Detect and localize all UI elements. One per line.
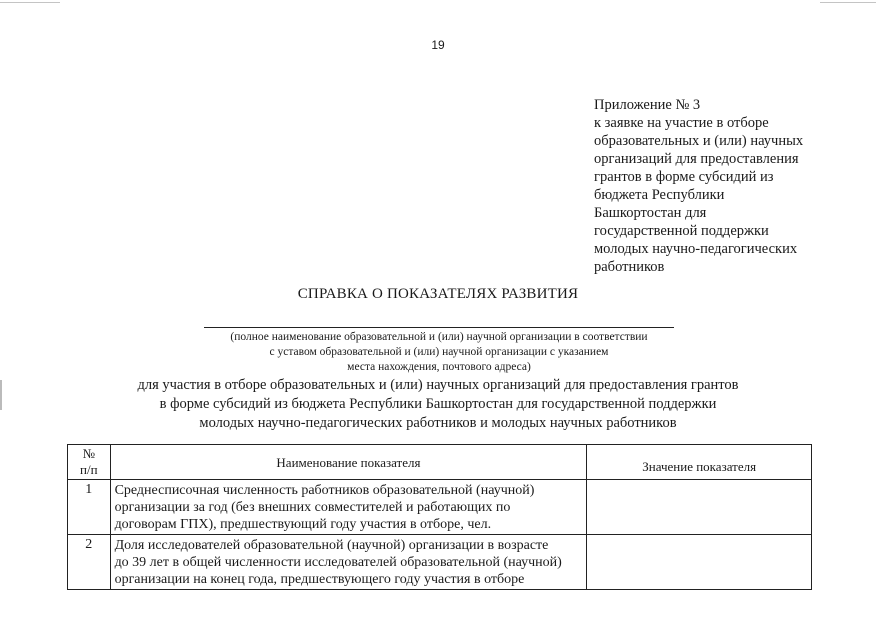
- purpose-line: молодых научно-педагогических работников и молодых научных работников: [199, 415, 677, 431]
- page-number: 19: [431, 38, 445, 52]
- scan-artifact: [820, 2, 876, 3]
- indicator-value-cell[interactable]: [587, 535, 812, 590]
- scan-artifact: [0, 2, 60, 3]
- header-indicator-value: Значение показателя: [587, 445, 812, 480]
- document-title: СПРАВКА О ПОКАЗАТЕЛЯХ РАЗВИТИЯ: [297, 286, 579, 302]
- organization-name-blank-line: [204, 327, 674, 328]
- scan-artifact: [0, 380, 2, 410]
- appendix-line: бюджета Республики: [594, 187, 725, 203]
- appendix-line: к заявке на участие в отборе: [594, 115, 769, 131]
- appendix-line: молодых научно-педагогических: [594, 241, 798, 257]
- appendix-line: грантов в форме субсидий из: [594, 169, 774, 185]
- header-number-symbol: №: [82, 446, 95, 461]
- indicator-value-cell[interactable]: [587, 480, 812, 535]
- indicator-name: [110, 535, 587, 590]
- organization-name-hint: [150, 330, 728, 375]
- appendix-line: работников: [594, 259, 665, 275]
- table-row: [68, 535, 812, 590]
- indicator-name: [110, 480, 587, 535]
- indicators-table: [67, 444, 812, 590]
- appendix-line: Приложение № 3: [594, 97, 701, 113]
- table-header-row: [68, 445, 812, 480]
- indicator-name-line: Доля исследователей образовательной (научной) организации в возрасте: [114, 538, 549, 553]
- purpose-statement: [0, 376, 876, 433]
- purpose-line: в форме субсидий из бюджета Республики Башкортостан для государственной поддержки: [159, 396, 717, 412]
- appendix-line: образовательных и (или) научных: [594, 133, 804, 149]
- purpose-line: для участия в отборе образовательных и (или) научных организаций для предоставления грантов: [137, 377, 739, 393]
- header-number-abbr: п/п: [80, 462, 98, 477]
- appendix-line: Башкортостан для: [594, 205, 707, 221]
- appendix-line: государственной поддержки: [594, 223, 769, 239]
- table-row: [68, 480, 812, 535]
- hint-line: с уставом образовательной и (или) научной организации с указанием: [269, 346, 609, 358]
- header-number: [68, 445, 111, 480]
- hint-line: (полное наименование образовательной и (или) научной организации в соответствии: [230, 331, 648, 343]
- indicator-name-line: организации на конец года, предшествующего году участия в отборе: [114, 572, 525, 587]
- indicator-name-line: договорам ГПХ), предшествующий году участия в отборе, чел.: [114, 517, 492, 532]
- indicator-name-line: до 39 лет в общей численности исследователей образовательной (научной): [114, 555, 562, 570]
- hint-line: места нахождения, почтового адреса): [347, 361, 531, 373]
- header-indicator-name: Наименование показателя: [110, 445, 587, 480]
- appendix-line: организаций для предоставления: [594, 151, 799, 167]
- row-number: 2: [68, 535, 111, 590]
- appendix-note: [594, 96, 854, 276]
- indicator-name-line: организации за год (без внешних совместителей и работающих по: [114, 500, 511, 515]
- indicator-name-line: Среднесписочная численность работников образовательной (научной): [114, 483, 535, 498]
- row-number: 1: [68, 480, 111, 535]
